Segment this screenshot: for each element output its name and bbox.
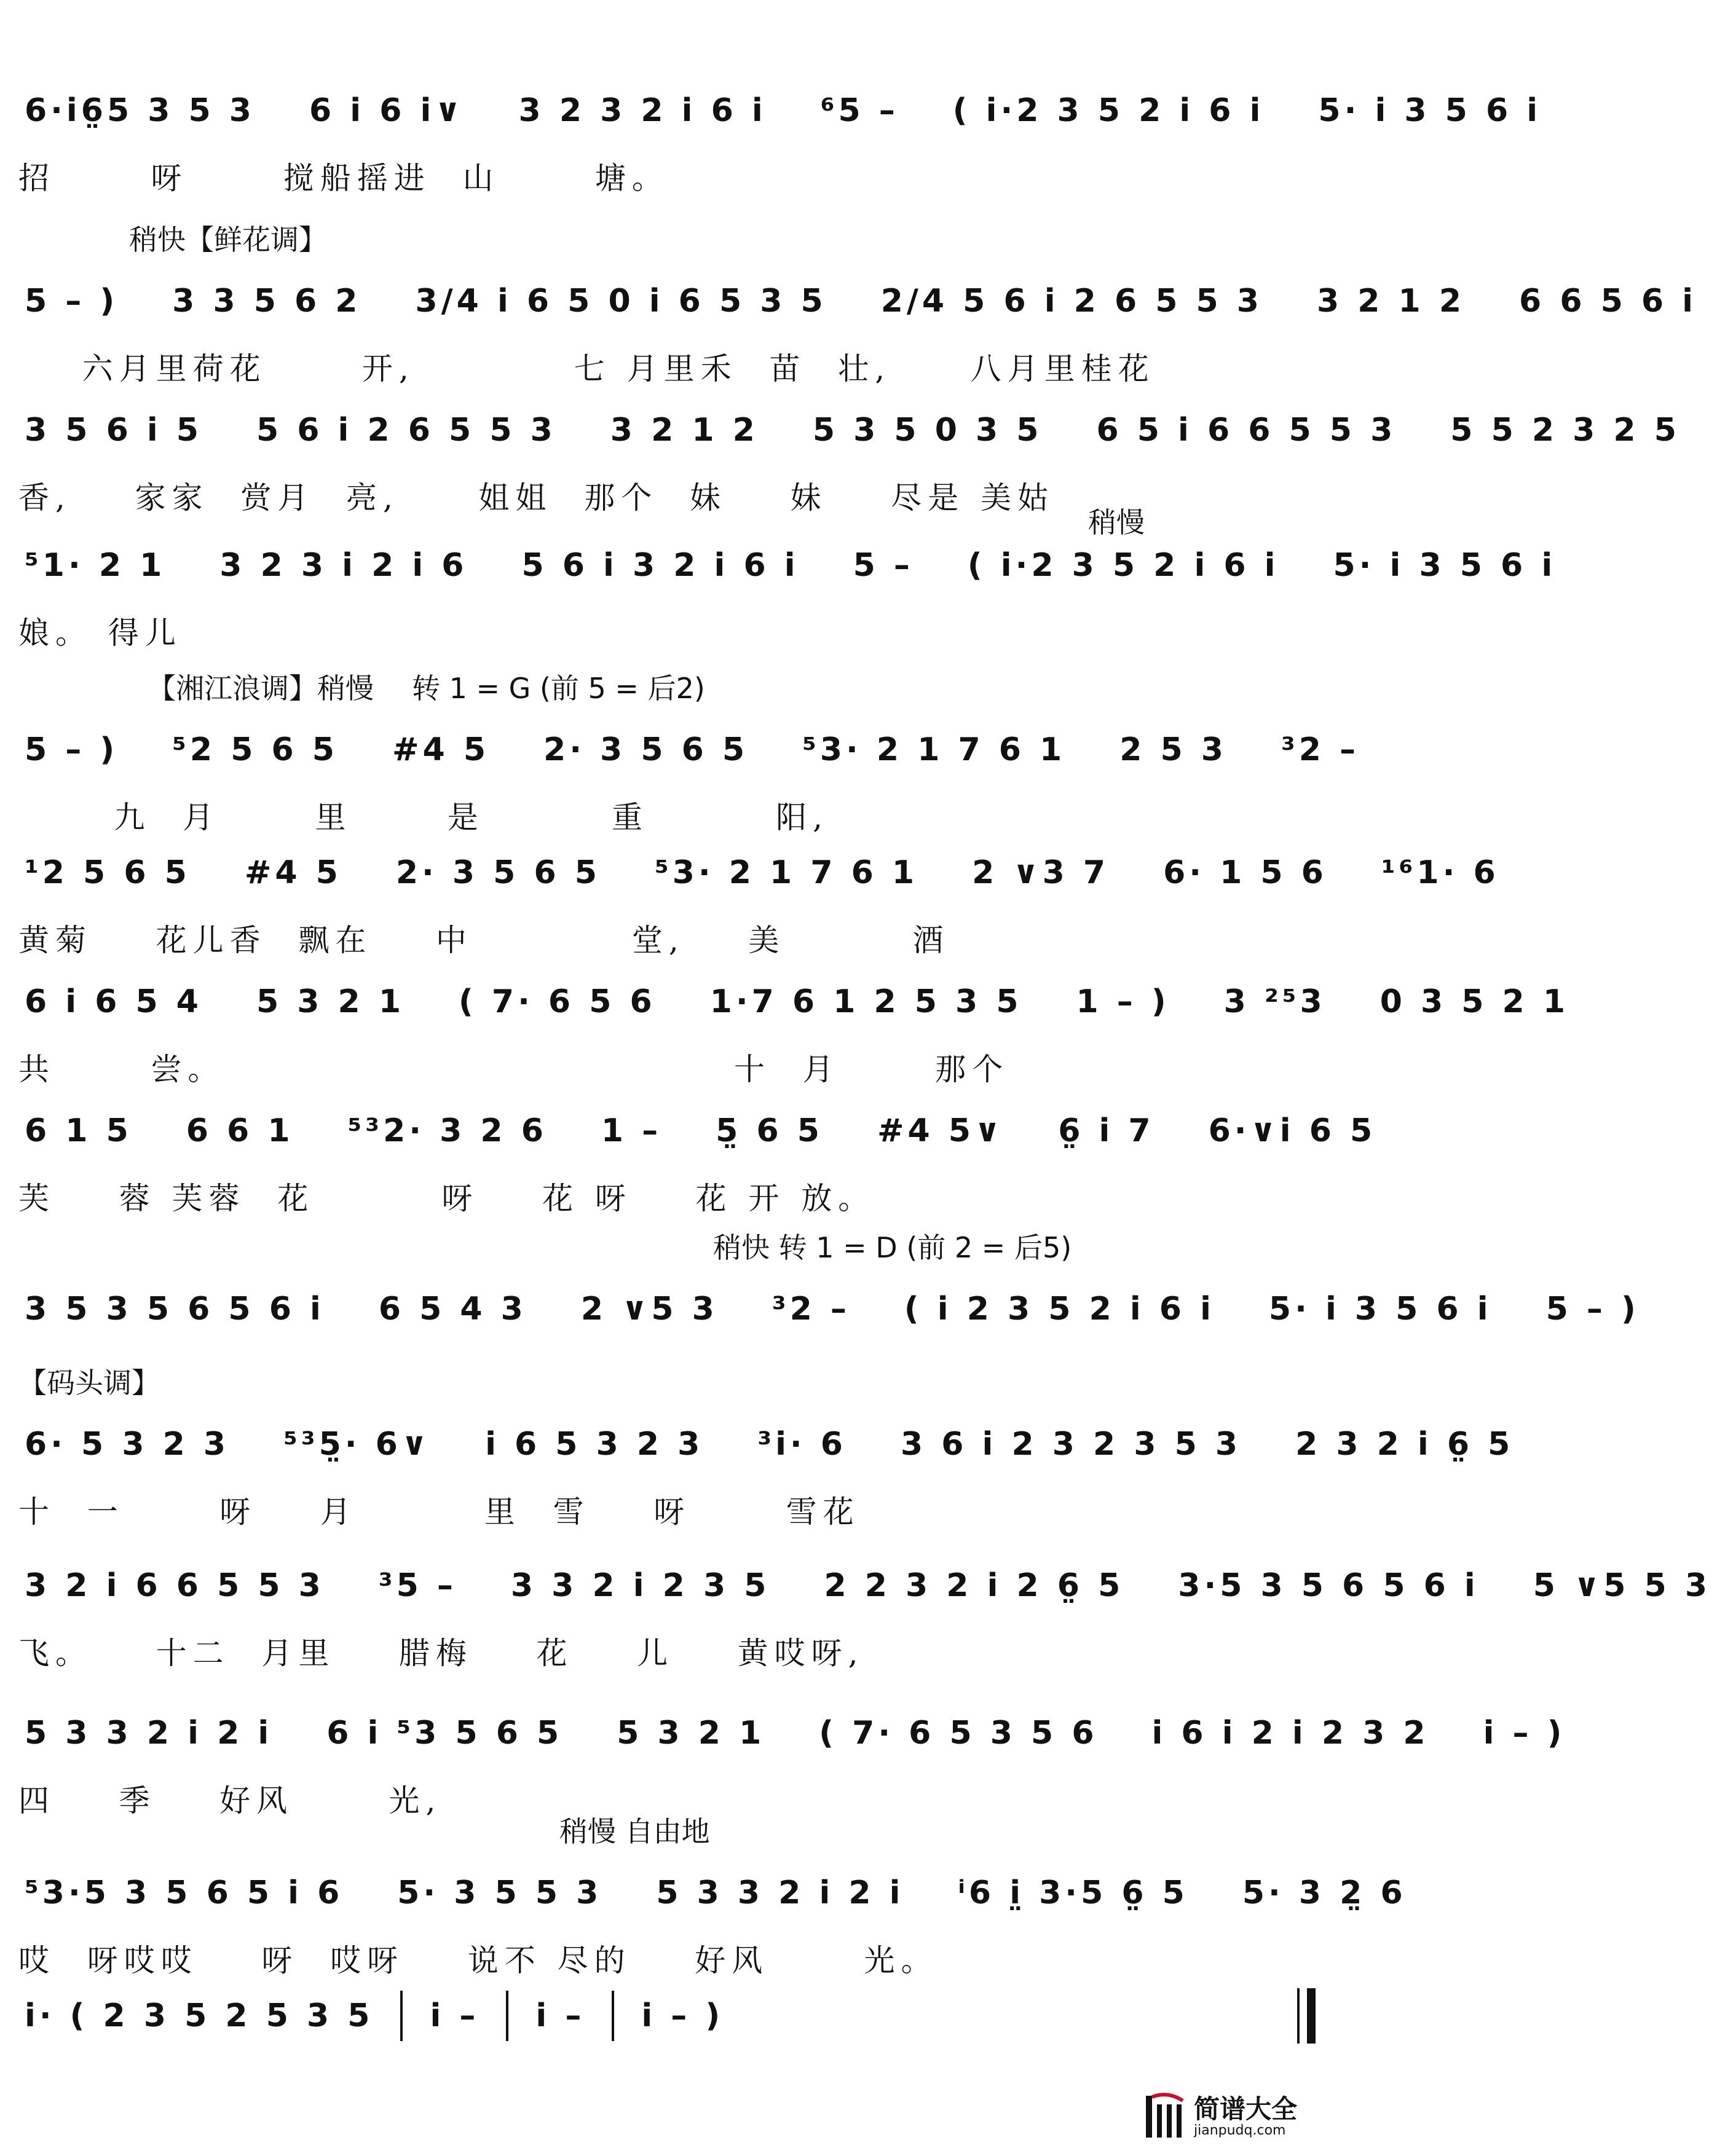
- measure: #4 5: [392, 731, 490, 768]
- system-3-notes: [18, 393, 1680, 467]
- measure: ⁵3· 2 1 7 6 1: [654, 854, 918, 891]
- measure: 2 ∨5 3: [580, 1291, 718, 1328]
- measure: ³2 –: [772, 1291, 850, 1328]
- measure: 2 2 3 2 i 2 6̤ 5: [824, 1567, 1124, 1604]
- measure: ¹2 5 6 5: [25, 854, 191, 891]
- measure: i – ): [641, 1997, 724, 2034]
- measure: ⁵2 5 6 5: [172, 731, 338, 768]
- barline: [506, 1991, 508, 2041]
- barline: [400, 1991, 403, 2041]
- measure: 2· 3 5 6 5: [543, 731, 749, 768]
- measure: 5 6 i 2 6 5 5 3: [256, 412, 556, 449]
- measure: 6 i 6 5 4: [25, 983, 202, 1020]
- system-5-notes: [18, 713, 1360, 787]
- measure: 5 – ): [25, 731, 119, 768]
- measure: 1 – ): [1076, 983, 1170, 1020]
- measure: ( i·2 3 5 2 i 6 i: [967, 547, 1279, 584]
- measure: 6 1 5: [25, 1112, 132, 1149]
- measure: 5· 3 2̤ 6: [1242, 1875, 1407, 1911]
- system-6-lyrics: 黄菊 花儿香 飘在 中 堂, 美 酒: [18, 923, 950, 958]
- measure: 2 3 2 i 6̤ 5: [1295, 1426, 1514, 1463]
- system-8-notes: [18, 1094, 1376, 1168]
- system-1-notes: [18, 74, 1542, 148]
- measure: 3·5 3 5 6 5 6 i: [1178, 1567, 1479, 1604]
- measure: ⁵³2· 3 2 6: [347, 1112, 547, 1149]
- measure: 5 3 3 2 i 2 i: [25, 1715, 273, 1752]
- system-11-lyrics: 飞。 十二 月里 腊梅 花 儿 黄哎呀,: [18, 1635, 864, 1671]
- measure: ⁵1· 2 1: [25, 547, 166, 584]
- measure: i 6 i 2 i 2 3 2: [1151, 1715, 1429, 1752]
- measure: ( 7· 6 5 6: [459, 983, 656, 1020]
- measure: ⁱ6 i̤ 3·5 6̤ 5: [958, 1875, 1188, 1911]
- measure: i –: [430, 1997, 480, 2034]
- system-10-notes: [18, 1407, 1514, 1481]
- system-8-lyrics: 芙 蓉 芙蓉 花 呀 花 呀 花 开 放。: [18, 1181, 875, 1216]
- site-logo: [1143, 2086, 1328, 2147]
- measure: 3 5 6 i 5: [25, 412, 202, 449]
- final-barline-thin: [1297, 1988, 1300, 2044]
- measure: 2/4 5 6 i 2 6 5 5 3: [880, 283, 1263, 320]
- measure: i – ): [1483, 1715, 1566, 1752]
- logo-brand-text: 简谱大全: [1194, 2093, 1298, 2124]
- measure: 5· i 3 5 6 i: [1318, 92, 1542, 129]
- measure: 6 5 4 3: [378, 1291, 527, 1328]
- system-4-notes: [18, 529, 1557, 602]
- tune-annotation: 【码头调】: [18, 1366, 160, 1399]
- tempo-annotation: 稍慢: [1088, 506, 1145, 539]
- system-2-lyrics: 六月里荷花 开, 七 月里禾 苗 壮, 八月里桂花: [18, 351, 1155, 387]
- measure: 6̤ i 7: [1058, 1112, 1155, 1149]
- tempo-annotation: 【湘江浪调】稍慢: [148, 672, 374, 705]
- measure: 6 6 5 6 i: [1519, 283, 1697, 320]
- system-11-notes: [18, 1549, 1711, 1623]
- measure: 3 3 5 6 2: [172, 283, 361, 320]
- tempo-key-annotation: 稍快 转 1 = D (前 2 = 后5): [713, 1231, 1072, 1264]
- measure: 6· 5 3 2 3: [25, 1426, 230, 1463]
- measure: ( i 2 3 5 2 i 6 i: [904, 1291, 1215, 1328]
- measure: 5 – ): [1545, 1291, 1640, 1328]
- measure: i 6 5 3 2 3: [485, 1426, 704, 1463]
- measure: 5· i 3 5 6 i: [1333, 547, 1557, 584]
- measure: 5 6 i 3 2 i 6 i: [521, 547, 799, 584]
- measure: 3 3 2 i 2 3 5: [510, 1567, 770, 1604]
- measure: 5 – ): [25, 283, 119, 320]
- barline: [612, 1991, 614, 2041]
- system-12-notes: [18, 1696, 1566, 1770]
- logo-url-text: jianpudq.com: [1194, 2122, 1286, 2138]
- system-14-notes: [18, 1979, 1322, 2053]
- measure: 1 –: [601, 1112, 662, 1149]
- measure: i –: [535, 1997, 585, 2034]
- measure: ⁵³5̤· 6∨: [283, 1426, 432, 1463]
- measure: 3 2 1 2: [1316, 283, 1466, 320]
- measure: 3 2 3 i 2 i 6: [219, 547, 468, 584]
- measure: 3 2 i 6 6 5 5 3: [25, 1567, 325, 1604]
- system-9-notes: [18, 1272, 1640, 1346]
- measure: 5 5 2 3 2 5: [1450, 412, 1680, 449]
- measure: 3 ²⁵3: [1223, 983, 1326, 1020]
- measure: 3 2 3 2 i 6 i: [518, 92, 767, 129]
- measure: 3 5 3 5 6 5 6 i: [25, 1291, 325, 1328]
- tempo-annotation: 稍快【鲜花调】: [129, 223, 327, 256]
- measure: 2 5 3: [1119, 731, 1227, 768]
- tempo-annotation: 稍慢 自由地: [559, 1815, 710, 1848]
- measure: ³2 –: [1281, 731, 1360, 768]
- system-7-notes: [18, 965, 1569, 1039]
- logo-icon: [1143, 2092, 1186, 2141]
- system-1-lyrics: 招 呀 搅船摇进 山 塘。: [18, 160, 669, 196]
- measure: 5· i 3 5 6 i: [1268, 1291, 1492, 1328]
- measure: ( i·2 3 5 2 i 6 i: [952, 92, 1265, 129]
- measure: 5̤ 6 5: [716, 1112, 823, 1149]
- measure: 3 2 1 2: [610, 412, 759, 449]
- system-13-notes: [18, 1856, 1407, 1930]
- system-12-lyrics: 四 季 好风 光,: [18, 1783, 442, 1819]
- measure: 6 i 6 i∨: [309, 92, 465, 129]
- measure: ³i· 6: [757, 1426, 847, 1463]
- measure: 6 5 i 6 6 5 5 3: [1096, 412, 1397, 449]
- measure: #4 5∨: [877, 1112, 1005, 1149]
- system-3-lyrics: 香, 家家 赏月 亮, 姐姐 那个 妹 妹 尽是 美姑: [18, 480, 1055, 516]
- measure: 5 3 2 1: [617, 1715, 765, 1752]
- measure: 6 6 1: [186, 1112, 294, 1149]
- system-5-lyrics: 九 月 里 是 重 阳,: [18, 800, 829, 835]
- measure: i· ( 2 3 5 2 5 3 5: [25, 1997, 374, 2034]
- measure: ¹⁶1· 6: [1381, 854, 1499, 891]
- measure: 5 ∨5 5 3: [1533, 1567, 1711, 1604]
- measure: 6·∨i 6 5: [1208, 1112, 1376, 1149]
- measure: ( 7· 6 5 3 5 6: [819, 1715, 1098, 1752]
- measure: ³5 –: [378, 1567, 457, 1604]
- measure: 2 ∨3 7: [972, 854, 1110, 891]
- system-2-notes: [18, 264, 1697, 338]
- measure: 6·i6̤5 3 5 3: [25, 92, 255, 129]
- measure: 3 6 i 2 3 2 3 5 3: [900, 1426, 1242, 1463]
- measure: 5 3 2 1: [256, 983, 405, 1020]
- measure: 0 3 5 2 1: [1380, 983, 1569, 1020]
- measure: ⁵3·5 3 5 6 5 i 6: [25, 1875, 344, 1911]
- measure: 2· 3 5 6 5: [395, 854, 601, 891]
- system-7-lyrics: 共 尝。 十 月 那个: [18, 1052, 1009, 1087]
- system-4-lyrics: 娘。 得儿: [18, 615, 182, 651]
- measure: 5 –: [853, 547, 914, 584]
- system-13-lyrics: 哎 呀哎哎 呀 哎呀 说不 尽的 好风 光。: [18, 1943, 938, 1978]
- measure: 6· 1 5 6: [1163, 854, 1327, 891]
- final-barline-thick: [1307, 1988, 1316, 2044]
- measure: 5· 3 5 5 3: [397, 1875, 602, 1911]
- measure: ⁶5 –: [820, 92, 899, 129]
- measure: 1·7 6 1 2 5 3 5: [709, 983, 1022, 1020]
- measure: 3/4 i 6 5 0 i 6 5 3 5: [415, 283, 827, 320]
- system-10-lyrics: 十 一 呀 月 里 雪 呀 雪花: [18, 1494, 860, 1530]
- measure: #4 5: [244, 854, 342, 891]
- key-change-annotation: 转 1 = G (前 5 = 后2): [412, 672, 705, 705]
- measure: ⁵3· 2 1 7 6 1: [802, 731, 1066, 768]
- measure: 6 i ⁵3 5 6 5: [326, 1715, 563, 1752]
- measure: 5 3 5 0 3 5: [812, 412, 1043, 449]
- system-6-notes: [18, 836, 1499, 910]
- measure: 5 3 3 2 i 2 i: [656, 1875, 904, 1911]
